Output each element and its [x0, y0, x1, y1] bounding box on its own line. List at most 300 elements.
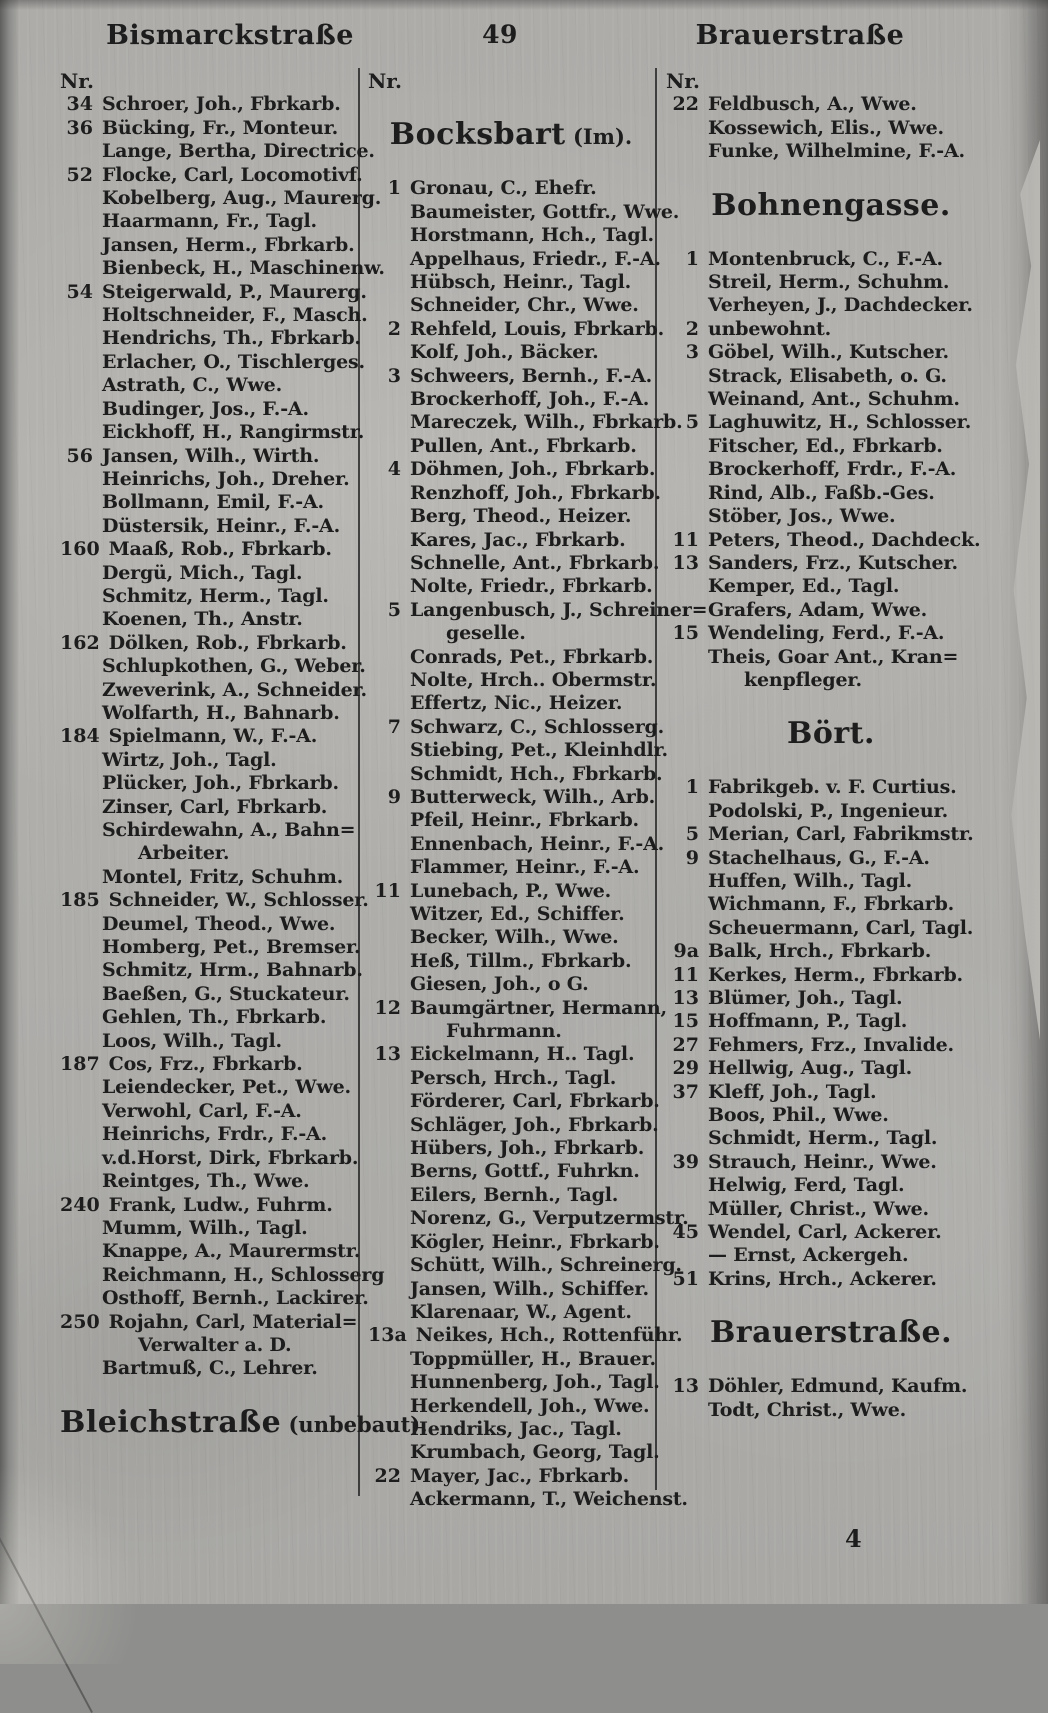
street-section-heading — [60, 1404, 428, 1445]
house-number — [368, 669, 410, 692]
resident-entry-row — [60, 678, 367, 702]
resident-entry-row — [60, 1217, 356, 1240]
house-number: 13 — [672, 1375, 699, 1398]
resident-entry-row — [60, 1170, 356, 1193]
entry-continuation-text: kenpfleger. — [744, 668, 862, 691]
house-number — [666, 1174, 708, 1197]
resident-entry-row — [666, 800, 996, 823]
house-number — [60, 749, 102, 772]
resident-entry-row — [60, 1194, 356, 1217]
resident-entry-row — [368, 1324, 683, 1347]
resident-entry-row — [60, 655, 366, 678]
resident-entry-row — [368, 388, 654, 411]
resident-entry-row — [666, 529, 996, 552]
house-number — [666, 1198, 708, 1221]
entry-text: Hendrichs, Th., Fbrkarb. — [102, 327, 361, 350]
house-number — [60, 1334, 102, 1357]
resident-entry-row — [60, 257, 385, 280]
entry-text: Erlacher, O., Tischlerges. — [102, 350, 365, 373]
entry-text: Berg, Theod., Heizer. — [410, 505, 632, 528]
resident-entry-row — [368, 1395, 654, 1418]
resident-entry-row — [60, 1357, 356, 1380]
resident-entry-row — [666, 622, 996, 645]
resident-entry-row — [368, 435, 654, 458]
entry-text: Wolfarth, H., Bahnarb. — [102, 701, 340, 724]
resident-entry-row — [368, 529, 654, 552]
entry-text: Montenbruck, C., F.-A. — [708, 247, 943, 270]
resident-entry-row — [368, 996, 667, 1020]
resident-entry-row — [368, 365, 654, 388]
house-number: 56 — [66, 444, 93, 467]
house-number — [368, 856, 410, 879]
entry-text: Hoffmann, P., Tagl. — [708, 1010, 908, 1033]
resident-entry-row — [60, 210, 356, 233]
entry-text: Ennenbach, Heinr., F.-A. — [410, 832, 665, 855]
resident-entry-row — [60, 959, 363, 982]
entry-text: Rehfeld, Louis, Fbrkarb. — [410, 317, 665, 340]
resident-entry-row — [368, 880, 654, 903]
entry-text: Bücking, Fr., Monteur. — [102, 116, 339, 139]
resident-entry-row — [368, 973, 654, 996]
entry-text: Bollmann, Emil, F.-A. — [102, 491, 324, 514]
resident-entry-row — [60, 936, 361, 959]
house-number: 2 — [685, 317, 699, 340]
house-number — [666, 482, 708, 505]
house-number — [60, 959, 102, 982]
entry-text: Maaß, Rob., Fbrkarb. — [108, 538, 332, 561]
entry-text: Kolf, Joh., Bäcker. — [410, 341, 599, 364]
resident-entry-row — [368, 832, 665, 856]
resident-entry-row — [60, 1076, 356, 1099]
house-number — [666, 388, 708, 411]
house-number: 36 — [66, 116, 93, 139]
resident-entry-row — [60, 842, 356, 865]
entry-text: Cos, Frz., Fbrkarb. — [108, 1053, 303, 1076]
resident-entry-row — [368, 646, 654, 669]
resident-entry-row — [60, 327, 361, 350]
house-number: 11 — [672, 963, 699, 986]
resident-entry-row — [60, 187, 382, 210]
resident-entry-row — [368, 692, 654, 715]
entry-text: Deumel, Theod., Wwe. — [102, 912, 336, 935]
house-number: 11 — [374, 879, 401, 902]
resident-entry-row — [60, 632, 356, 655]
house-number — [60, 608, 102, 631]
house-number — [60, 1006, 102, 1029]
house-number: 13a — [368, 1324, 407, 1347]
resident-entry-row — [60, 421, 365, 444]
resident-entry-row — [666, 669, 996, 692]
house-number — [666, 435, 708, 458]
resident-entry-row — [368, 1418, 654, 1441]
house-number — [60, 1147, 102, 1170]
resident-entry-row — [368, 1465, 654, 1488]
house-number — [666, 294, 708, 317]
house-number: 160 — [60, 538, 100, 561]
entry-text: Schmitz, Herm., Tagl. — [102, 584, 329, 607]
resident-entry-row — [666, 505, 996, 528]
entry-text: Rind, Alb., Faßb.-Ges. — [708, 481, 935, 504]
resident-entry-row — [666, 1174, 996, 1197]
resident-entry-row — [666, 1268, 996, 1291]
resident-entry-row — [666, 847, 996, 870]
entry-text: Mareczek, Wilh., Fbrkarb. — [410, 411, 683, 434]
entry-text: Reichmann, H., Schlosserg — [102, 1263, 385, 1286]
resident-entry-row — [368, 317, 665, 341]
street-section-heading — [666, 188, 996, 228]
house-number — [368, 646, 410, 669]
house-number — [368, 294, 410, 317]
house-number — [666, 1104, 708, 1127]
entry-text: Helwig, Ferd, Tagl. — [708, 1174, 905, 1197]
entry-text: Boos, Phil., Wwe. — [708, 1104, 889, 1127]
entry-text: Eilers, Bernh., Tagl. — [410, 1183, 619, 1206]
entry-text: — Ernst, Ackergeh. — [708, 1244, 909, 1267]
house-number — [60, 983, 102, 1006]
entry-text: Pfeil, Heinr., Fbrkarb. — [410, 809, 639, 832]
resident-entry-row — [368, 411, 683, 434]
house-number — [60, 702, 102, 725]
resident-entry-row — [666, 271, 996, 294]
house-number: 22 — [374, 1464, 401, 1487]
house-number — [368, 1441, 410, 1464]
entry-text: Schmidt, Hch., Fbrkarb. — [410, 762, 663, 785]
entry-text: Krins, Hrch., Ackerer. — [708, 1267, 937, 1290]
resident-entry-row — [368, 551, 660, 575]
resident-entry-row — [368, 458, 654, 481]
resident-entry-row — [666, 1081, 996, 1104]
entry-text: Bienbeck, H., Maschinenw. — [102, 257, 385, 280]
house-number — [368, 552, 410, 575]
entry-text: Laghuwitz, H., Schlosser. — [708, 411, 972, 434]
house-number: 240 — [60, 1193, 100, 1216]
paper-corner-highlight — [0, 1464, 140, 1664]
house-number: 13 — [672, 551, 699, 574]
entry-text: Brockerhoff, Joh., F.-A. — [410, 388, 650, 411]
resident-entry-row — [368, 668, 657, 692]
entry-text: Eickelmann, H.. Tagl. — [410, 1043, 635, 1066]
house-number — [666, 669, 708, 692]
house-number: 162 — [60, 631, 100, 654]
house-number — [368, 903, 410, 926]
street-section-heading — [368, 117, 654, 157]
resident-entry-row — [368, 1113, 659, 1137]
resident-entry-row — [60, 608, 356, 631]
entry-text: Knappe, A., Maurermstr. — [102, 1240, 361, 1263]
resident-entry-row — [666, 987, 996, 1010]
house-number — [60, 351, 102, 374]
entry-text: unbewohnt. — [708, 317, 832, 340]
entry-text: Schirdewahn, A., Bahn= — [102, 819, 356, 841]
house-number — [60, 421, 102, 444]
house-number — [368, 201, 410, 224]
entry-text: Wendeling, Ferd., F.-A. — [708, 622, 945, 645]
resident-entry-row — [368, 1254, 682, 1277]
house-number: 184 — [60, 725, 100, 748]
entry-text: Zweverink, A., Schneider. — [102, 678, 367, 701]
entry-text: Herkendell, Joh., Wwe. — [410, 1394, 650, 1417]
resident-entry-row — [60, 468, 356, 491]
resident-entry-row — [60, 117, 356, 140]
entry-text: Heß, Tillm., Fbrkarb. — [410, 949, 632, 972]
house-number — [666, 800, 708, 823]
house-number — [60, 398, 102, 421]
house-number — [368, 622, 410, 645]
house-number — [666, 140, 708, 163]
house-number — [60, 468, 102, 491]
entry-text: Flammer, Heinr., F.-A. — [410, 856, 640, 879]
entry-text: Peters, Theod., Dachdeck. — [708, 528, 981, 551]
resident-entry-row — [60, 913, 356, 936]
entry-text: Hübers, Joh., Fbrkarb. — [410, 1137, 645, 1160]
resident-entry-row — [368, 505, 654, 528]
resident-entry-row — [666, 1375, 996, 1398]
house-number — [368, 1488, 410, 1511]
resident-entry-row — [60, 140, 375, 163]
house-number — [666, 599, 708, 622]
resident-entry-row — [666, 1010, 996, 1033]
entry-text: Lange, Bertha, Directrice. — [102, 140, 375, 163]
house-number: 9 — [387, 785, 401, 808]
page-header — [0, 20, 1048, 66]
entry-text: Merian, Carl, Fabrikmstr. — [708, 823, 974, 846]
house-number: 22 — [672, 93, 699, 116]
entry-text: Verwohl, Carl, F.-A. — [102, 1099, 302, 1122]
entry-text: Schmidt, Herm., Tagl. — [708, 1127, 938, 1150]
resident-entry-row — [60, 562, 356, 585]
resident-entry-row — [368, 926, 654, 949]
resident-entry-row — [368, 177, 654, 200]
house-number — [60, 655, 102, 678]
house-number: 4 — [387, 458, 401, 481]
street-section-heading — [666, 1315, 996, 1355]
entry-text: Kleff, Joh., Tagl. — [708, 1080, 877, 1103]
entry-text: Hellwig, Aug., Tagl. — [708, 1057, 912, 1080]
resident-entry-row — [368, 903, 654, 926]
entry-text: Astrath, C., Wwe. — [102, 374, 282, 397]
entry-text: Frank, Ludw., Fuhrm. — [108, 1193, 333, 1216]
house-number — [368, 926, 410, 949]
entry-text: Pullen, Ant., Fbrkarb. — [410, 434, 637, 457]
house-number — [368, 1301, 410, 1324]
house-number: 39 — [672, 1150, 699, 1173]
resident-entry-row — [368, 1137, 654, 1160]
entry-text: Dölken, Rob., Fbrkarb. — [108, 631, 347, 654]
header-page-number: 49 — [482, 20, 518, 49]
house-number — [368, 809, 410, 832]
resident-entry-row — [368, 247, 661, 271]
entry-text: Baeßen, G., Stuckateur. — [102, 982, 350, 1005]
house-number: 1 — [685, 247, 699, 270]
entry-text: Renzhoff, Joh., Fbrkarb. — [410, 481, 661, 504]
house-number — [368, 692, 410, 715]
house-number — [368, 739, 410, 762]
entry-text: Weinand, Ant., Schuhm. — [708, 388, 960, 411]
house-number: 37 — [672, 1080, 699, 1103]
house-number — [60, 1357, 102, 1380]
house-number — [60, 1264, 102, 1287]
house-number — [60, 374, 102, 397]
entry-text: Döhler, Edmund, Kaufm. — [708, 1375, 968, 1398]
resident-entry-row — [60, 491, 356, 514]
resident-entry-row — [368, 1160, 654, 1183]
entry-text: Butterweck, Wilh., Arb. — [410, 785, 656, 808]
house-number — [368, 1278, 410, 1301]
entry-text: Balk, Hrch., Fbrkarb. — [708, 940, 932, 963]
entry-text: Kossewich, Elis., Wwe. — [708, 116, 944, 139]
house-number — [666, 458, 708, 481]
resident-entry-row — [666, 646, 996, 669]
resident-entry-row — [666, 117, 996, 140]
entry-text: Schütt, Wilh., Schreinerg. — [410, 1254, 682, 1277]
resident-entry-row — [368, 1043, 654, 1066]
entry-text: Baumeister, Gottfr., Wwe. — [410, 200, 680, 223]
house-number: 7 — [387, 715, 401, 738]
resident-entry-row — [368, 762, 663, 786]
house-number: 3 — [685, 341, 699, 364]
house-number: 1 — [387, 177, 401, 200]
street-name: Bohnengasse. — [711, 187, 951, 223]
entry-text: Schmitz, Hrm., Bahnarb. — [102, 959, 363, 982]
entry-text: Becker, Wilh., Wwe. — [410, 926, 619, 949]
nr-column-label: Nr. — [666, 69, 700, 93]
house-number — [368, 1395, 410, 1418]
resident-entry-row — [60, 280, 367, 304]
resident-entry-row — [60, 1263, 385, 1287]
house-number — [368, 1114, 410, 1137]
entry-text: Osthoff, Bernh., Lackirer. — [102, 1287, 369, 1310]
resident-entry-row — [368, 715, 665, 739]
house-number — [60, 187, 102, 210]
entry-text: Koenen, Th., Anstr. — [102, 608, 303, 631]
house-number — [60, 491, 102, 514]
entry-text: Witzer, Ed., Schiffer. — [410, 903, 625, 925]
house-number — [368, 341, 410, 364]
entry-text: Lunebach, P., Wwe. — [410, 879, 612, 902]
resident-entry-row — [666, 1057, 996, 1080]
house-number — [368, 763, 410, 786]
entry-text: Strauch, Heinr., Wwe. — [708, 1150, 937, 1173]
entry-text: Förderer, Carl, Fbrkarb. — [410, 1090, 660, 1113]
house-number — [368, 1207, 410, 1230]
resident-entry-row — [60, 866, 356, 889]
resident-entry-row — [666, 458, 996, 481]
resident-entry-row — [368, 271, 654, 294]
resident-entry-row — [60, 796, 356, 819]
house-number — [60, 866, 102, 889]
entry-text: Neikes, Hch., Rottenführ. — [415, 1324, 683, 1347]
house-number — [368, 1348, 410, 1371]
house-number — [368, 505, 410, 528]
resident-entry-row — [368, 1441, 660, 1464]
house-number — [60, 772, 102, 795]
entry-text: Effertz, Nic., Heizer. — [410, 692, 623, 715]
resident-entry-row — [60, 819, 356, 842]
resident-entry-row — [666, 1151, 996, 1174]
entry-text: Huffen, Wilh., Tagl. — [708, 869, 913, 892]
house-number: 9a — [673, 940, 699, 963]
resident-entry-row — [666, 1221, 996, 1244]
entry-text: Feldbusch, A., Wwe. — [708, 93, 917, 116]
entry-text: Wichmann, F., Fbrkarb. — [708, 893, 955, 916]
house-number — [60, 1100, 102, 1123]
entry-text: Klarenaar, W., Agent. — [410, 1300, 632, 1323]
resident-entry-row — [666, 575, 996, 598]
street-name: Bört. — [787, 716, 875, 752]
house-number — [60, 210, 102, 233]
house-number: 185 — [60, 889, 100, 912]
house-number — [368, 248, 410, 271]
house-number — [666, 893, 708, 916]
resident-entry-row — [368, 809, 654, 832]
house-number: 15 — [672, 622, 699, 645]
scan-top-edge-shadow — [0, 0, 1048, 10]
resident-entry-row — [666, 1244, 996, 1267]
resident-entry-row — [368, 598, 708, 622]
entry-text: Zinser, Carl, Fbrkarb. — [102, 795, 328, 818]
resident-entry-row — [368, 950, 654, 973]
entry-text: Müller, Christ., Wwe. — [708, 1197, 929, 1220]
entry-text: Wirtz, Joh., Tagl. — [102, 748, 277, 771]
street-section-heading — [666, 716, 996, 756]
house-number: 5 — [685, 411, 699, 434]
entry-text: Schneider, W., Schlosser. — [108, 889, 369, 912]
house-number: 3 — [387, 364, 401, 387]
resident-entry-row — [60, 538, 356, 561]
entry-text: Stachelhaus, G., F.-A. — [708, 846, 930, 869]
resident-entry-row — [60, 350, 365, 374]
house-number — [666, 271, 708, 294]
entry-text: Horstmann, Hch., Tagl. — [410, 224, 654, 247]
house-number — [60, 679, 102, 702]
entry-text: Nolte, Friedr., Fbrkarb. — [410, 575, 653, 598]
house-number — [666, 505, 708, 528]
entry-text: Leiendecker, Pet., Wwe. — [102, 1076, 351, 1099]
resident-entry-row — [368, 341, 654, 364]
house-number — [60, 1076, 102, 1099]
entry-text: Scheuermann, Carl, Tagl. — [708, 916, 974, 939]
resident-entry-row — [60, 1287, 369, 1310]
house-number: 27 — [672, 1033, 699, 1056]
entry-text: Gronau, C., Ehefr. — [410, 177, 597, 200]
house-number — [666, 365, 708, 388]
house-number — [368, 271, 410, 294]
resident-entry-row — [368, 1371, 660, 1394]
house-number — [60, 1030, 102, 1053]
house-number: 45 — [672, 1221, 699, 1244]
entry-text: Spielmann, W., F.-A. — [108, 725, 318, 748]
resident-entry-row — [368, 224, 654, 247]
resident-entry-row — [666, 893, 996, 916]
entry-text: Kögler, Heinr., Fbrkarb. — [410, 1230, 660, 1253]
entry-text: Streil, Herm., Schuhm. — [708, 271, 950, 294]
entry-text: Budinger, Jos., F.-A. — [102, 397, 309, 420]
entry-text: Kemper, Ed., Tagl. — [708, 575, 900, 598]
entry-text: v.d.Horst, Dirk, Fbrkarb. — [102, 1146, 359, 1169]
entry-continuation-text: Verwalter a. D. — [138, 1333, 292, 1356]
resident-entry-row — [368, 1488, 688, 1511]
entry-text: Jansen, Wilh., Wirth. — [102, 444, 320, 467]
house-number: 54 — [66, 280, 93, 303]
resident-entry-row — [666, 1399, 996, 1422]
entry-text: Hübsch, Heinr., Tagl. — [410, 271, 632, 294]
entry-text: Stiebing, Pet., Kleinhdlr. — [410, 739, 668, 762]
entry-text: Ackermann, T., Weichenst. — [410, 1488, 688, 1511]
entry-text: Nolte, Hrch.. Obermstr. — [410, 668, 657, 691]
house-number — [368, 973, 410, 996]
entry-text: Steigerwald, P., Maurerg. — [102, 280, 367, 303]
entry-continuation-text: geselle. — [446, 622, 526, 645]
